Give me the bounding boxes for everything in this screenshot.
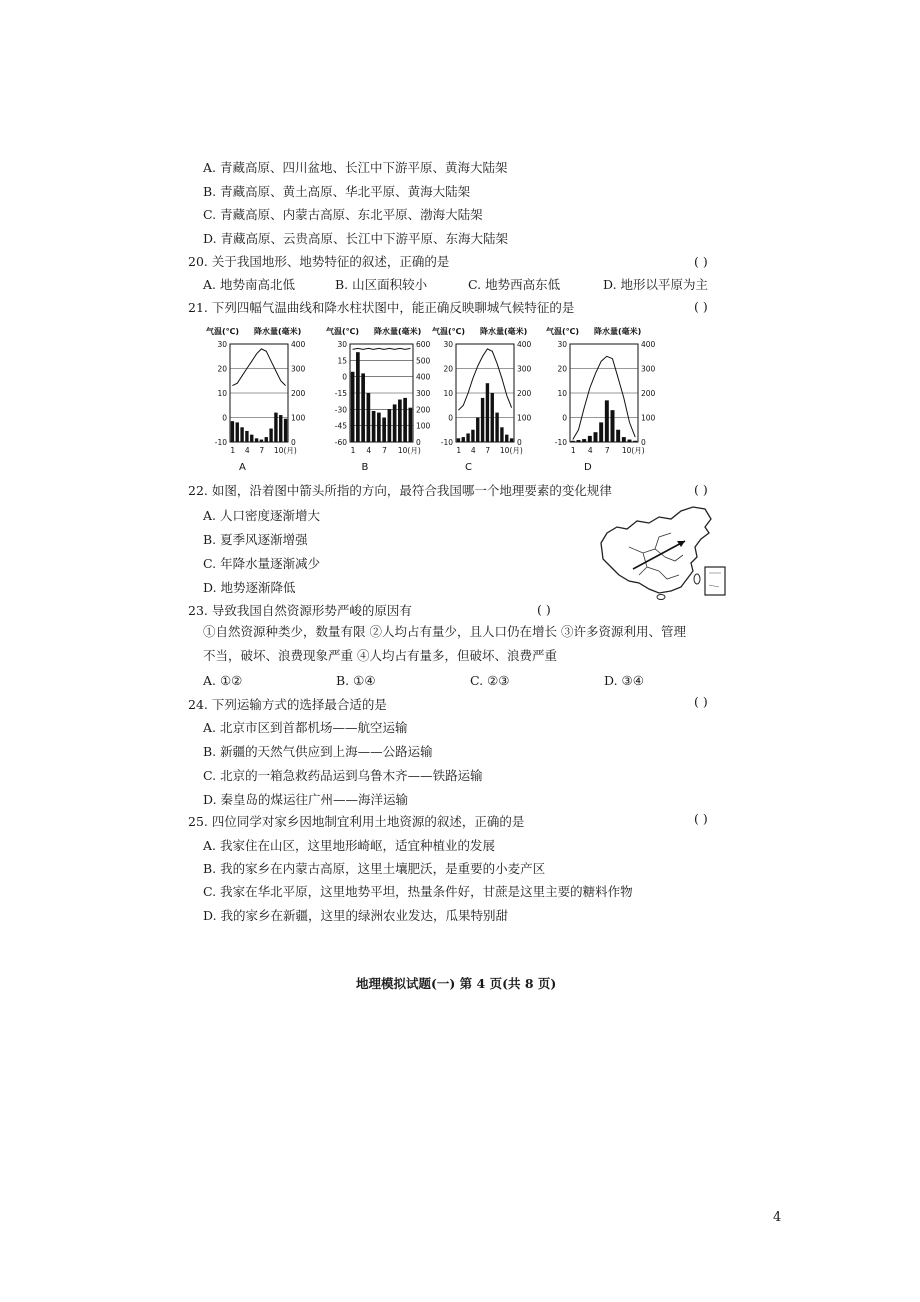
right-tick-label: 400 [641, 340, 656, 349]
precip-bar [510, 438, 513, 442]
q19-option-a: A. 青藏高原、四川盆地、长江中下游平原、黄海大陆架 [203, 160, 508, 175]
precip-bar [491, 393, 494, 442]
right-tick-label: 200 [416, 405, 431, 415]
q22-option-d: D. 地势逐渐降低 [203, 580, 296, 595]
x-tick-label: 7 [259, 446, 265, 455]
left-tick-label: 10 [557, 389, 567, 398]
precip-bar [236, 422, 239, 442]
temp-axis-title: 气温(℃) [326, 327, 359, 336]
precip-bar [577, 440, 581, 442]
precip-bar [611, 410, 615, 442]
right-tick-label: 400 [291, 340, 306, 349]
precip-bar [628, 440, 632, 442]
q19-option-d: D. 青藏高原、云贵高原、长江中下游平原、东海大陆架 [203, 231, 509, 246]
precip-bar [505, 435, 508, 442]
x-tick-label: 10(月) [273, 446, 297, 455]
hainan-island [657, 595, 665, 600]
q23-option-d: D. ③④ [604, 673, 644, 688]
left-tick-label: -10 [440, 438, 453, 447]
temp-curve [353, 348, 411, 349]
left-tick-label: 30 [337, 340, 347, 349]
right-tick-label: 0 [517, 438, 522, 447]
right-tick-label: 0 [416, 438, 421, 447]
climate-chart-c-svg [426, 322, 536, 474]
precip-bar [274, 413, 277, 442]
x-tick-label: 7 [485, 446, 491, 455]
precip-bar [260, 440, 263, 442]
left-tick-label: 0 [448, 413, 453, 423]
precip-bar [616, 430, 620, 442]
climate-chart-d [540, 322, 660, 478]
climate-chart-b-svg [320, 322, 435, 474]
q22-option-b: B. 夏季风逐渐增强 [203, 532, 308, 547]
right-tick-label: 300 [291, 364, 306, 374]
precip-bar [471, 430, 474, 442]
left-tick-label: -45 [334, 421, 347, 431]
right-tick-label: 0 [641, 438, 646, 447]
climate-chart-a [200, 322, 310, 478]
right-tick-label: 200 [291, 389, 306, 398]
right-tick-label: 300 [641, 364, 656, 374]
q22-answer-paren: ( ) [694, 482, 708, 497]
precip-axis-title: 降水量(毫米) [254, 327, 302, 336]
temp-axis-title: 气温(℃) [206, 327, 239, 336]
precip-bar [377, 413, 381, 442]
q24-stem: 24. 下列运输方式的选择最合适的是 [188, 697, 387, 712]
precip-bar [269, 429, 272, 442]
q23-body-line-1: ①自然资源种类少，数量有限 ②人均占有量少，且人口仍在增长 ③许多资源利用、管理 [203, 624, 686, 639]
right-tick-label: 100 [291, 413, 306, 423]
precip-bar [284, 419, 287, 442]
q19-option-b: B. 青藏高原、黄土高原、华北平原、黄海大陆架 [203, 184, 471, 199]
x-tick-label: 10(月) [397, 446, 421, 455]
right-tick-label: 400 [517, 340, 532, 349]
q20-option-b: B. 山区面积较小 [335, 277, 428, 292]
x-tick-label: 7 [604, 446, 610, 455]
q20-stem: 20. 关于我国地形、地势特征的叙述，正确的是 [188, 254, 450, 269]
left-tick-label: 15 [337, 356, 347, 366]
q23-option-c: C. ②③ [470, 673, 510, 688]
page-footer: 地理模拟试题(一) 第 4 页(共 8 页) [356, 976, 557, 991]
climate-chart-a-svg [200, 322, 310, 474]
taiwan-island [694, 574, 700, 584]
precip-bar [279, 415, 282, 442]
q24-answer-paren: ( ) [694, 694, 708, 709]
climate-chart-c [426, 322, 536, 478]
q25-option-c: C. 我家在华北平原，这里地势平坦，热量条件好，甘蔗是这里主要的糖料作物 [203, 884, 633, 899]
q22-option-c: C. 年降水量逐渐减少 [203, 556, 321, 571]
left-tick-label: -30 [334, 405, 347, 415]
precip-bar [588, 436, 592, 442]
q23-answer-paren: ( ) [537, 602, 551, 617]
right-tick-label: 0 [291, 438, 296, 447]
precip-bar [582, 439, 586, 442]
precip-bar [403, 398, 407, 442]
precip-bar [476, 418, 479, 443]
left-tick-label: 10 [443, 389, 453, 398]
x-tick-label: 4 [587, 446, 593, 455]
q24-option-d: D. 秦皇岛的煤运往广州——海洋运输 [203, 792, 409, 807]
left-tick-label: -60 [334, 438, 347, 447]
precip-bar [466, 433, 469, 442]
x-tick-label: 1 [350, 446, 356, 455]
x-tick-label: 1 [456, 446, 462, 455]
x-tick-label: 10(月) [499, 446, 523, 455]
chart-option-label: A [239, 462, 246, 473]
right-tick-label: 500 [416, 356, 431, 366]
left-tick-label: -10 [214, 438, 227, 447]
precip-bar [382, 418, 386, 443]
q25-option-d: D. 我的家乡在新疆，这里的绿洲农业发达，瓜果特别甜 [203, 908, 509, 923]
precip-bar [594, 432, 598, 442]
q23-option-a: A. ①② [203, 673, 243, 688]
x-tick-label: 1 [230, 446, 236, 455]
q22-option-a: A. 人口密度逐渐增大 [203, 508, 320, 523]
left-tick-label: 20 [443, 364, 453, 374]
precip-bar [462, 437, 465, 442]
x-tick-label: 4 [470, 446, 476, 455]
x-tick-label: 7 [382, 446, 387, 455]
chart-option-label: B [361, 462, 369, 473]
q23-stem: 23. 导致我国自然资源形势严峻的原因有 [188, 603, 412, 618]
precip-bar [250, 435, 253, 442]
temp-curve [232, 349, 285, 386]
q24-option-a: A. 北京市区到首都机场——航空运输 [203, 720, 408, 735]
q25-option-a: A. 我家住在山区，这里地形崎岖，适宜种植业的发展 [203, 838, 495, 853]
left-tick-label: -10 [554, 438, 567, 447]
climate-chart-d-svg [540, 322, 660, 474]
china-map-svg [593, 503, 733, 603]
right-tick-label: 200 [517, 389, 532, 398]
x-tick-label: 10(月) [621, 446, 645, 455]
precip-axis-title: 降水量(毫米) [374, 327, 422, 336]
precip-bar [495, 413, 498, 442]
precip-bar [372, 411, 376, 442]
precip-bar [255, 438, 258, 442]
precip-bar [265, 437, 268, 442]
precip-bar [393, 404, 397, 442]
q21-stem: 21. 下列四幅气温曲线和降水柱状图中，能正确反映聊城气候特征的是 [188, 300, 575, 315]
precip-axis-title: 降水量(毫米) [594, 327, 642, 336]
x-tick-label: 4 [244, 446, 250, 455]
inset-detail [709, 573, 721, 587]
x-tick-label: 4 [366, 446, 372, 455]
temp-axis-title: 气温(℃) [432, 327, 465, 336]
right-tick-label: 300 [517, 364, 532, 374]
precip-bar [231, 421, 234, 442]
right-tick-label: 300 [416, 389, 431, 398]
q19-option-c: C. 青藏高原、内蒙古高原、东北平原、渤海大陆架 [203, 207, 483, 222]
precip-bar [409, 408, 413, 442]
left-tick-label: 30 [557, 340, 567, 349]
q23-option-b: B. ①④ [336, 673, 376, 688]
right-tick-label: 100 [641, 413, 656, 423]
chart-option-label: C [465, 462, 472, 473]
chart-option-label: D [584, 462, 592, 473]
left-tick-label: 30 [217, 340, 227, 349]
climate-chart-b [320, 322, 435, 478]
precip-bar [367, 393, 371, 442]
left-tick-label: 30 [443, 340, 453, 349]
q22-stem: 22. 如图，沿着图中箭头所指的方向，最符合我国哪一个地理要素的变化规律 [188, 483, 612, 498]
precip-bar [481, 398, 484, 442]
precip-bar [571, 441, 575, 442]
q24-option-b: B. 新疆的天然气供应到上海——公路运输 [203, 744, 433, 759]
right-tick-label: 600 [416, 340, 431, 349]
left-tick-label: 0 [342, 372, 347, 382]
precip-bar [500, 427, 503, 442]
precip-bar [599, 422, 603, 442]
q24-option-c: C. 北京的一箱急救药品运到乌鲁木齐——铁路运输 [203, 768, 483, 783]
precip-bar [245, 431, 248, 442]
q20-option-d: D. 地形以平原为主 [603, 277, 709, 292]
precip-bar [240, 427, 243, 442]
page-number: 4 [773, 1210, 782, 1225]
left-tick-label: 0 [222, 413, 227, 423]
right-tick-label: 200 [641, 389, 656, 398]
x-tick-label: 1 [570, 446, 576, 455]
right-tick-label: 100 [517, 413, 532, 423]
china-map-figure [593, 503, 733, 607]
q20-answer-paren: ( ) [694, 254, 708, 269]
q23-body-line-2: 不当，破坏、浪费现象严重 ④人均占有量多，但破坏、浪费严重 [203, 648, 557, 663]
precip-bar [351, 372, 355, 442]
q20-option-c: C. 地势西高东低 [468, 277, 561, 292]
q25-option-b: B. 我的家乡在内蒙古高原，这里土壤肥沃，是重要的小麦产区 [203, 861, 546, 876]
precip-bar [622, 437, 626, 442]
left-tick-label: 0 [562, 413, 567, 423]
temp-axis-title: 气温(℃) [546, 327, 579, 336]
direction-arrow [633, 541, 685, 569]
precip-bar [398, 400, 402, 442]
precip-bar [356, 352, 360, 442]
q20-option-a: A. 地势南高北低 [203, 277, 295, 292]
south-sea-inset [705, 567, 725, 595]
precip-bar [361, 373, 365, 442]
precip-bar [633, 441, 637, 442]
left-tick-label: 20 [217, 364, 227, 374]
left-tick-label: 20 [557, 364, 567, 374]
left-tick-label: -15 [334, 389, 347, 398]
precip-axis-title: 降水量(毫米) [480, 327, 528, 336]
q21-answer-paren: ( ) [694, 299, 708, 314]
right-tick-label: 400 [416, 372, 431, 382]
q25-stem: 25. 四位同学对家乡因地制宜利用土地资源的叙述，正确的是 [188, 814, 525, 829]
left-tick-label: 10 [217, 389, 227, 398]
precip-bar [388, 409, 392, 442]
right-tick-label: 100 [416, 421, 431, 431]
temp-curve [458, 349, 511, 410]
precip-bar [486, 383, 489, 442]
q25-answer-paren: ( ) [694, 811, 708, 826]
precip-bar [605, 400, 609, 442]
precip-bar [457, 438, 460, 442]
